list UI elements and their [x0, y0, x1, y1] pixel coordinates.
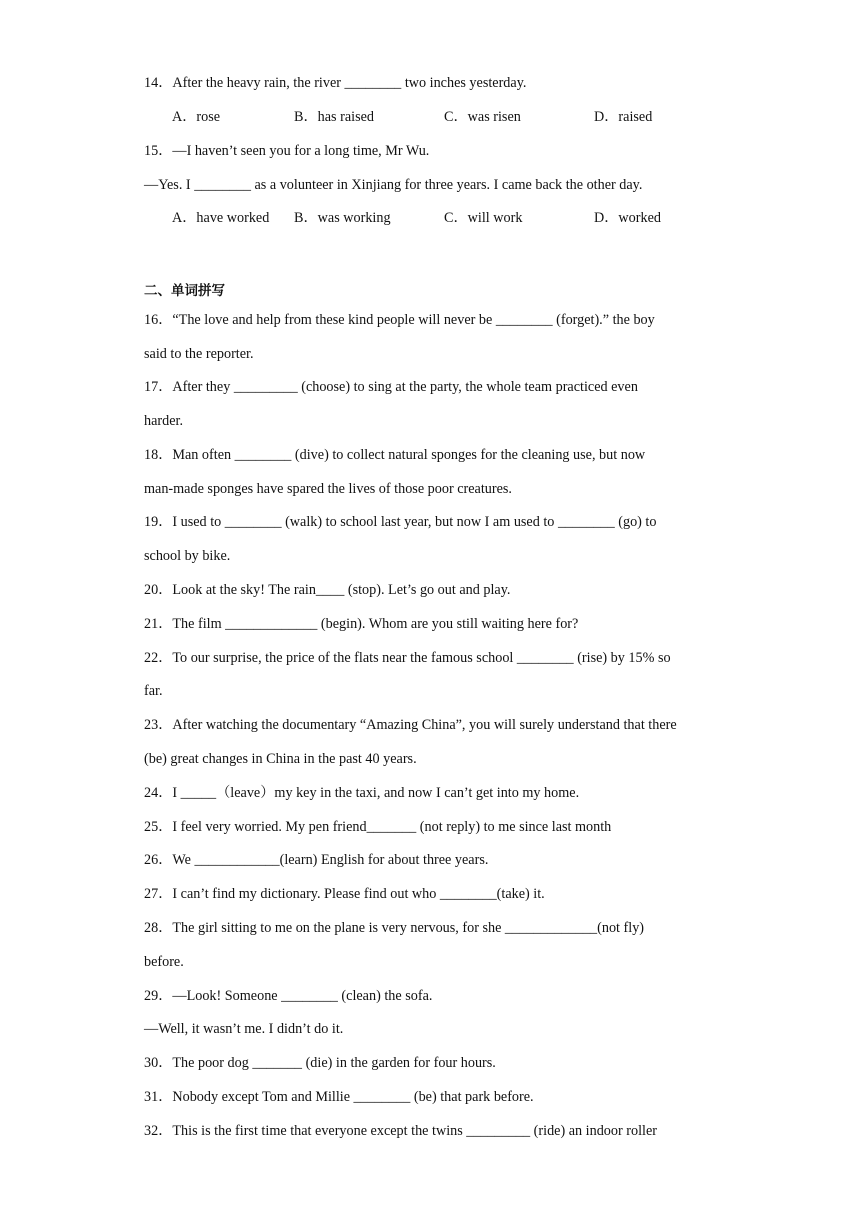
option-d: D．worked [594, 210, 661, 226]
option-b: B．was working [294, 210, 391, 226]
option-a: A．rose [172, 109, 221, 125]
question-line: far. [144, 683, 163, 699]
option-b: B．has raised [294, 109, 374, 125]
question-line: —Well, it wasn’t me. I didn’t do it. [144, 1021, 344, 1037]
question-line: 23．After watching the documentary “Amazing China”, you will surely understand that there [144, 717, 677, 733]
question-line: 25．I feel very worried. My pen friend_______ (not reply) to me since last month [144, 819, 612, 835]
question-line: 32．This is the first time that everyone except the twins _________ (ride) an indoor roller [144, 1123, 657, 1139]
question-14-stem: 14．After the heavy rain, the river ________ two inches yesterday. [144, 75, 527, 91]
option-c: C．will work [444, 210, 523, 226]
question-line: (be) great changes in China in the past 40 years. [144, 751, 417, 767]
question-line: 31．Nobody except Tom and Millie ________ (be) that park before. [144, 1089, 534, 1105]
question-line: 24．I _____（leave）my key in the taxi, and now I can’t get into my home. [144, 785, 580, 801]
section-title: 二、单词拼写 [144, 283, 225, 299]
question-line: 28．The girl sitting to me on the plane is very nervous, for she _____________(not fly) [144, 920, 645, 936]
question-15-stem: 15．—I haven’t seen you for a long time, Mr Wu. [144, 143, 430, 159]
option-a: A．have worked [172, 210, 270, 226]
question-line: harder. [144, 413, 183, 429]
question-line: 16．“The love and help from these kind people will never be ________ (forget).” the boy [144, 312, 655, 328]
option-d: D．raised [594, 109, 653, 125]
question-15-stem-2: —Yes. I ________ as a volunteer in Xinjiang for three years. I came back the other day. [144, 177, 643, 193]
question-line: 21．The film _____________ (begin). Whom are you still waiting here for? [144, 616, 579, 632]
question-line: 26．We ____________(learn) English for about three years. [144, 852, 489, 868]
question-line: 30．The poor dog _______ (die) in the garden for four hours. [144, 1055, 496, 1071]
question-line: 18．Man often ________ (dive) to collect natural sponges for the cleaning use, but now [144, 447, 646, 463]
question-line: man-made sponges have spared the lives of those poor creatures. [144, 481, 512, 497]
question-line: 20．Look at the sky! The rain____ (stop). Let’s go out and play. [144, 582, 511, 598]
question-line: school by bike. [144, 548, 231, 564]
option-c: C．was risen [444, 109, 521, 125]
question-line: before. [144, 954, 184, 970]
question-line: 19．I used to ________ (walk) to school last year, but now I am used to ________ (go) to [144, 514, 657, 530]
question-line: 22．To our surprise, the price of the flats near the famous school ________ (rise) by 15% so [144, 650, 671, 666]
question-line: 17．After they _________ (choose) to sing at the party, the whole team practiced even [144, 379, 638, 395]
question-line: said to the reporter. [144, 346, 254, 362]
question-line: 27．I can’t find my dictionary. Please find out who ________(take) it. [144, 886, 545, 902]
question-line: 29．—Look! Someone ________ (clean) the sofa. [144, 988, 433, 1004]
